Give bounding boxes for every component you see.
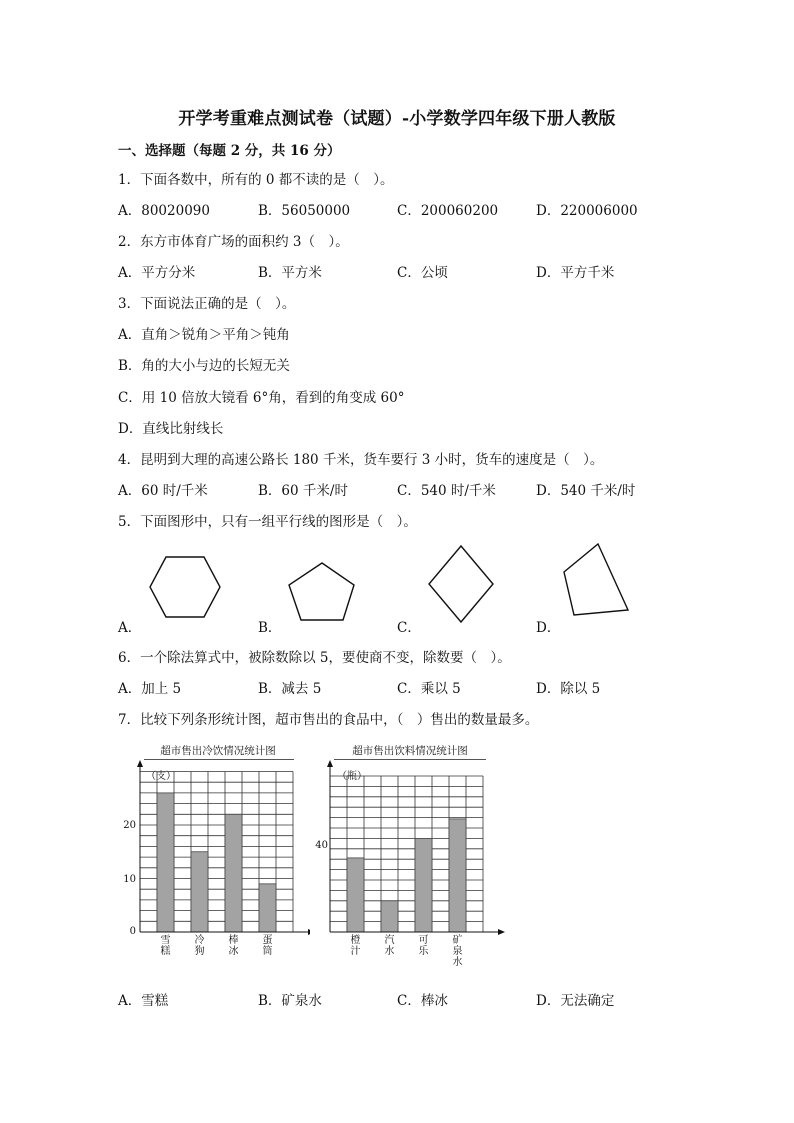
q4-option-b[interactable]: B．60 千米/时 — [258, 483, 348, 499]
chart1-tick-10: 10 — [123, 874, 136, 885]
question-5: 5．下面图形中，只有一组平行线的图形是（ ）。 — [118, 514, 417, 530]
q5-option-a[interactable]: A． — [118, 620, 142, 636]
q2-option-b[interactable]: B．平方米 — [258, 265, 322, 281]
q6-option-a[interactable]: A．加上 5 — [118, 681, 182, 697]
q1-option-c[interactable]: C．200060200 — [397, 203, 499, 219]
q4-option-a[interactable]: A．60 时/千米 — [118, 483, 208, 499]
quadrilateral-icon — [560, 541, 632, 619]
q5-option-b[interactable]: B． — [258, 620, 282, 636]
q2-option-c[interactable]: C．公顷 — [397, 265, 448, 281]
question-2: 2．东方市体育广场的面积约 3（ ）。 — [118, 234, 349, 250]
hexagon-icon — [146, 554, 224, 620]
chart2-bar-4 — [449, 819, 466, 932]
q3-option-b[interactable]: B．角的大小与边的长短无关 — [118, 358, 290, 374]
chart1-tick-20: 20 — [123, 820, 136, 831]
q2-option-a[interactable]: A．平方分米 — [118, 265, 196, 281]
question-6: 6．一个除法算式中，被除数除以 5，要使商不变，除数要（ ）。 — [118, 650, 511, 666]
chart2-title: 超市售出饮料情况统计图 — [352, 745, 468, 757]
q4-option-d[interactable]: D．540 千米/时 — [536, 483, 636, 499]
chart1-bar-4 — [259, 884, 276, 932]
chart2-category-label-2: 汽 水 — [384, 935, 395, 957]
chart2-bar-1 — [347, 858, 364, 932]
page-title: 开学考重难点测试卷（试题）-小学数学四年级下册人教版 — [178, 109, 616, 129]
chart1-bar-2 — [191, 852, 208, 932]
chart2-plot — [326, 760, 510, 938]
q7-option-d[interactable]: D．无法确定 — [536, 993, 615, 1009]
q4-option-c[interactable]: C．540 时/千米 — [397, 483, 496, 499]
question-4: 4．昆明到大理的高速公路长 180 千米，货车要行 3 小时，货车的速度是（ ）。 — [118, 452, 604, 468]
q7-option-c[interactable]: C．棒冰 — [397, 993, 448, 1009]
q6-option-c[interactable]: C．乘以 5 — [397, 681, 461, 697]
question-3: 3．下面说法正确的是（ ）。 — [118, 296, 296, 312]
chart1-tick-0: 0 — [129, 926, 136, 937]
chart1-category-label-2: 冷 狗 — [194, 935, 205, 957]
chart2-bar-3 — [415, 838, 432, 932]
q3-option-d[interactable]: D．直线比射线长 — [118, 421, 224, 437]
chart1-title: 超市售出冷饮情况统计图 — [160, 745, 276, 757]
chart1-category-label-1: 雪 糕 — [160, 935, 171, 957]
chart1-unit: （支） — [146, 771, 176, 782]
q1-option-a[interactable]: A．80020090 — [118, 203, 210, 219]
section-heading: 一、选择题（每题 2 分，共 16 分） — [118, 143, 341, 159]
q5-option-c[interactable]: C． — [397, 620, 421, 636]
q2-option-d[interactable]: D．平方千米 — [536, 265, 615, 281]
rhombus-icon — [426, 543, 496, 625]
q1-option-b[interactable]: B．56050000 — [258, 203, 351, 219]
chart2-bar-2 — [381, 901, 398, 932]
chart1-bar-3 — [225, 814, 242, 932]
chart2-category-label-3: 可 乐 — [418, 935, 429, 957]
chart1-category-label-3: 棒 冰 — [228, 935, 239, 957]
chart2-category-label-4: 矿 泉 水 — [452, 935, 463, 968]
q6-option-d[interactable]: D．除以 5 — [536, 681, 601, 697]
q1-option-d[interactable]: D．220006000 — [536, 203, 638, 219]
q7-option-b[interactable]: B．矿泉水 — [258, 993, 322, 1009]
chart2-unit: （瓶） — [337, 771, 367, 782]
question-7: 7．比较下列条形统计图，超市售出的食品中，（ ）售出的数量最多。 — [118, 712, 539, 728]
q6-option-b[interactable]: B．减去 5 — [258, 681, 322, 697]
q7-option-a[interactable]: A．雪糕 — [118, 993, 169, 1009]
chart2-category-label-1: 橙 汁 — [350, 935, 361, 957]
chart1-bar-1 — [157, 793, 174, 932]
question-1: 1．下面各数中，所有的 0 都不读的是（ ）。 — [118, 172, 394, 188]
chart1-category-label-4: 蛋 筒 — [262, 935, 273, 957]
q3-option-c[interactable]: C．用 10 倍放大镜看 6°角，看到的角变成 60° — [118, 390, 405, 406]
pentagon-icon — [286, 560, 358, 624]
chart1-plot — [136, 760, 310, 938]
chart2-tick-40: 40 — [315, 840, 328, 851]
q5-option-d[interactable]: D． — [536, 620, 561, 636]
q3-option-a[interactable]: A．直角＞锐角＞平角＞钝角 — [118, 327, 290, 343]
